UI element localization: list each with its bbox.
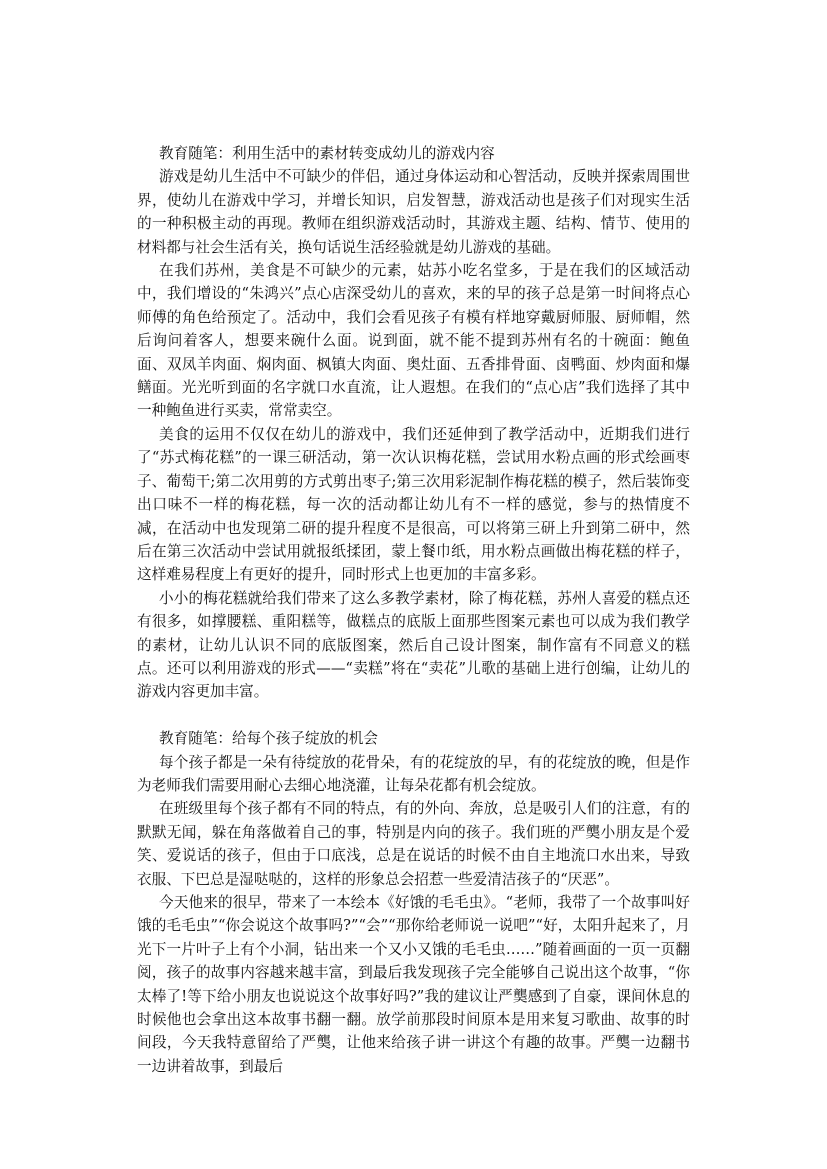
essay-paragraph: 小小的梅花糕就给我们带来了这么多教学素材，除了梅花糕，苏州人喜爱的糕点还有很多，如撑腰糕、重阳糕等，做糕点的底版上面那些图案元素也可以成为我们教学的素材，让幼儿认识不同的底版图案，然后自己设计图案，制作富有不同意义的糕点。还可以利用游戏的形式——“卖糕”将在“卖花”儿歌的基础上进行创编，让幼儿的游戏内容更加丰富。 xyxy=(137,589,690,701)
essay-paragraph: 今天他来的很早，带来了一本绘本《好饿的毛毛虫》。“老师，我带了一个故事叫好饿的毛毛虫”“你会说这个故事吗?”“会”“那你给老师说一说吧”“好，太阳升起来了，月光下一片叶子上有个小洞，钻出来一个又小又饿的毛毛虫……”随着画面的一页一页翻阅，孩子的故事内容越来越丰富，到最后我发现孩子完全能够自己说出这个故事，“你太棒了!等下给小朋友也说说这个故事好吗?”我的建议让严龑感到了自豪，课间休息的时候他也会拿出这本故事书翻一翻。放学前那段时间原本是用来复习歌曲、故事的时间段，今天我特意留给了严龑，让他来给孩子讲一讲这个有趣的故事。严龑一边翻书一边讲着故事，到最后 xyxy=(137,893,690,1075)
document-page xyxy=(137,142,690,1078)
essay-section-bloom-chance xyxy=(137,727,690,1078)
essay-title: 教育随笔：利用生活中的素材转变成幼儿的游戏内容 xyxy=(159,145,495,162)
essay-section-food-games xyxy=(137,142,690,704)
essay-paragraph: 美食的运用不仅仅在幼儿的游戏中，我们还延伸到了教学活动中，近期我们进行了“苏式梅花糕”的一课三研活动，第一次认识梅花糕，尝试用水粉点画的形式绘画枣子、葡萄干;第二次用剪的方式剪出枣子;第三次用彩泥制作梅花糕的模子，然后装饰变出口味不一样的梅花糕，每一次的活动都让幼儿有不一样的感觉，参与的热情度不减，在活动中也发现第二研的提升程度不是很高，可以将第三研上升到第二研中，然后在第三次活动中尝试用就报纸揉团，蒙上餐巾纸，用水粉点画做出梅花糕的样子，这样难易程度上有更好的提升，同时形式上也更加的丰富多彩。 xyxy=(137,425,690,584)
essay-paragraph: 在班级里每个孩子都有不同的特点，有的外向、奔放，总是吸引人们的注意，有的默默无闻，躲在角落做着自己的事，特别是内向的孩子。我们班的严龑小朋友是个爱笑、爱说话的孩子，但由于口底浅，总是在说话的时候不由自主地流口水出来，导致衣服、下巴总是湿哒哒的，这样的形象总会招惹一些爱清洁孩子的“厌恶”。 xyxy=(137,800,690,888)
essay-paragraph: 每个孩子都是一朵有待绽放的花骨朵，有的花绽放的早，有的花绽放的晚，但是作为老师我们需要用耐心去细心地浇灌，让每朵花都有机会绽放。 xyxy=(137,753,690,794)
essay-paragraph: 在我们苏州，美食是不可缺少的元素，姑苏小吃名堂多，于是在我们的区域活动中，我们增设的“朱鸿兴”点心店深受幼儿的喜欢，来的早的孩子总是第一时间将点心师傅的角色给预定了。活动中，我们会看见孩子有模有样地穿戴厨师服、厨师帽，然后询问着客人，想要来碗什么面。说到面，就不能不提到苏州有名的十碗面：鲍鱼面、双凤羊肉面、焖肉面、枫镇大肉面、奥灶面、五香排骨面、卤鸭面、炒肉面和爆鳝面。光光听到面的名字就口水直流，让人遐想。在我们的“点心店”我们选择了其中一种鲍鱼进行买卖，常常卖空。 xyxy=(137,262,690,420)
essay-paragraph: 游戏是幼儿生活中不可缺少的伴侣，通过身体运动和心智活动，反映并探索周围世界，使幼儿在游戏中学习，并增长知识，启发智慧，游戏活动也是孩子们对现实生活的一种积极主动的再现。教师在组织游戏活动时，其游戏主题、结构、情节、使用的材料都与社会生活有关，换句话说生活经验就是幼儿游戏的基础。 xyxy=(137,168,690,256)
essay-title: 教育随笔：给每个孩子绽放的机会 xyxy=(159,730,378,748)
